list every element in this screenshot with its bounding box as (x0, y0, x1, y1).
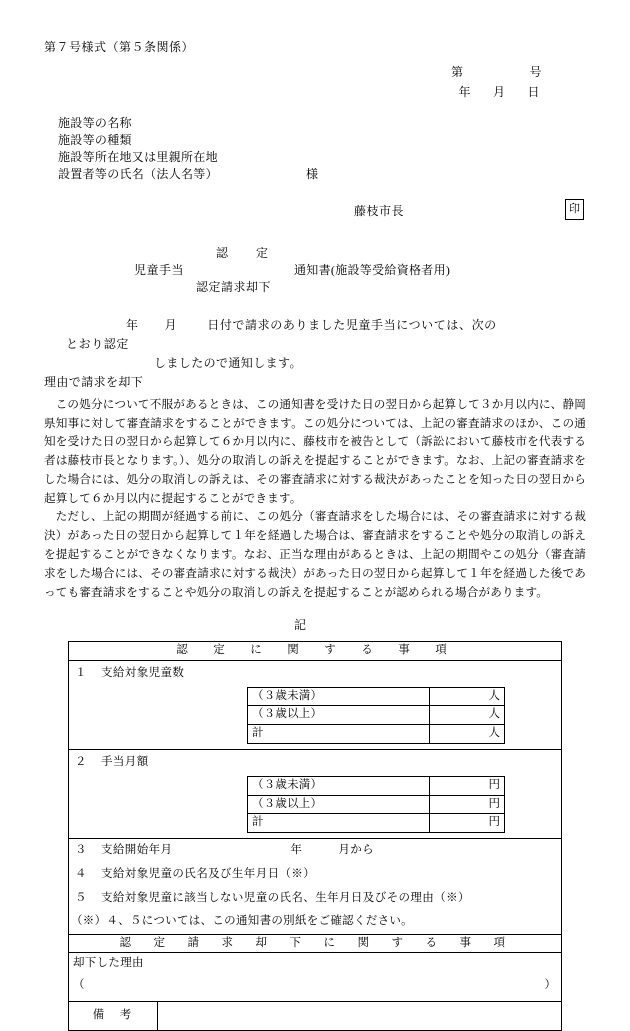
section-2-title (69, 750, 561, 774)
installer-name-line (58, 165, 586, 182)
facility-location-line (58, 148, 586, 165)
section-3-month: 月から (338, 844, 375, 857)
children-count-table (247, 687, 505, 744)
notice-year: 年 (126, 317, 139, 332)
facility-name-line (58, 114, 586, 131)
form-number: 第７号様式（第５条関係） (44, 40, 195, 54)
appeal-instructions (44, 396, 586, 603)
section-1-number: １ (75, 666, 87, 679)
table-row (248, 725, 505, 744)
kyakka-header-row (69, 934, 562, 953)
table-header-row (69, 641, 562, 660)
notice-month: 月 (164, 317, 178, 332)
table-row (248, 795, 505, 814)
kyakka-table-header: 認 定 請 求 却 下 に 関 す る 事 項 (69, 934, 562, 953)
bikou-cell-wrap (69, 1002, 562, 1031)
kyakka-reason-cell (69, 953, 562, 1002)
section-2-cell (69, 750, 562, 839)
title-jidou-teate: 児童手当 (134, 262, 185, 277)
section-1-cell (69, 660, 562, 749)
notice-line-3: しましたので通知します。 (154, 355, 302, 370)
document-date-row (44, 83, 586, 102)
honorific-label: 様 (306, 166, 319, 181)
issuer-row (44, 202, 586, 226)
section-5-label: 支給対象児童に該当しない児童の氏名、生年月日及びその理由（※） (101, 891, 470, 904)
facility-name-label: 施設等の名称 (58, 115, 132, 130)
kyakka-reason-row (69, 953, 562, 1002)
section-2-label: 手当月額 (101, 756, 149, 769)
bikou-label: 備 考 (69, 1002, 158, 1030)
children-row-label-0: （３歳未満） (248, 687, 430, 706)
section-2-number: ２ (75, 756, 87, 769)
appeal-paragraph-1: この処分について不服があるときは、この通知書を受けた日の翌日から起算して３か月以内に、静岡県知事に対して審査請求をすることができます。この処分については、上記の審査請求のほか、この通知を受けた日の翌日から起算して６か月以内に、藤枝市を被告として（訴訟において藤枝市を代表する者は藤枝市長となります。）、処分の取消しの訴えを提起することができます。なお、上記の審査請求をした場合には、処分の取消しの訴えは、その審査請求に対する裁決があったことを知った日の翌日から起算して６か月以内に提起することができます。 (44, 397, 586, 505)
amount-row-unit-1: 円 (429, 795, 504, 814)
section-3-title (69, 839, 561, 863)
kyakka-reason-label: 却下した理由 (73, 957, 144, 970)
section-3-label: 支給開始年月 (101, 844, 173, 857)
sections-3-5-row (69, 839, 562, 934)
amount-table (247, 776, 505, 833)
section-1-title (69, 661, 561, 685)
kyakka-reason-input-area[interactable] (69, 975, 561, 1001)
table-row (248, 814, 505, 833)
children-row-label-1: （３歳以上） (248, 706, 430, 725)
notice-line-2: とおり認定 (66, 336, 130, 351)
amount-row-unit-0: 円 (429, 776, 504, 795)
issuer-name: 藤枝市長 (354, 203, 405, 218)
bikou-table (69, 1002, 561, 1030)
amount-wrap (69, 774, 561, 838)
section-4-title (69, 863, 561, 887)
table-row (248, 687, 505, 706)
paren-close: ） (544, 979, 556, 992)
title-tsuchisho: 通知書(施設等受給資格者用) (294, 262, 451, 277)
children-row-label-2: 計 (248, 725, 430, 744)
children-count-wrap (69, 685, 561, 749)
seal-icon: 印 (565, 199, 584, 220)
facility-location-label: 施設等所在地又は里親所在地 (58, 149, 218, 164)
date-year: 年 (458, 85, 471, 100)
table-row (69, 1002, 561, 1030)
ki-marker: 記 (293, 618, 306, 633)
section-1-label: 支給対象児童数 (101, 666, 185, 679)
notice-sentence (44, 316, 586, 389)
section-2-row (69, 750, 562, 839)
section-3-year: 年 (290, 844, 303, 857)
facility-type-line (58, 131, 586, 148)
children-row-unit-1: 人 (429, 706, 504, 725)
children-row-unit-2: 人 (429, 725, 504, 744)
addressee-block (44, 114, 586, 182)
notice-line-1 (126, 316, 497, 335)
amount-row-label-1: （３歳以上） (248, 795, 430, 814)
document-number-row (44, 63, 586, 82)
section-3-number: ３ (75, 844, 87, 857)
section-4-label: 支給対象児童の氏名及び生年月日（※） (101, 868, 316, 881)
section-1-row (69, 660, 562, 749)
date-day: 日 (527, 85, 540, 100)
section-4-number: ４ (75, 868, 87, 881)
amount-row-label-0: （３歳未満） (248, 776, 430, 795)
document-number-label: 第 (450, 64, 464, 79)
date-month: 月 (492, 85, 506, 100)
amount-row-label-2: 計 (248, 814, 430, 833)
children-row-unit-0: 人 (429, 687, 504, 706)
facility-type-label: 施設等の種類 (58, 132, 132, 147)
nintei-table (68, 641, 562, 1031)
title-nintei: 認 定 (216, 245, 277, 260)
nintei-table-header: 認 定 に 関 す る 事 項 (69, 641, 562, 660)
notice-reason-line: 理由で請求を却下 (44, 374, 144, 389)
sections-3-5-cell (69, 839, 562, 934)
attachment-note: （※）４、５については、この通知書の別紙をご確認ください。 (71, 914, 413, 927)
installer-name-label: 設置者等の氏名（法人名等） (58, 166, 218, 181)
bikou-value[interactable] (158, 1002, 562, 1030)
section-5-title (69, 887, 561, 911)
title-kyakka: 認定請求却下 (196, 279, 272, 294)
paren-open: （ (73, 979, 85, 992)
document-number-suffix: 号 (529, 64, 542, 79)
section-5-number: ５ (75, 891, 87, 904)
amount-row-unit-2: 円 (429, 814, 504, 833)
document-title-block (44, 244, 586, 296)
appeal-paragraph-2: ただし、上記の期間が経過する前に、この処分（審査請求をした場合には、その審査請求に対する裁決）があった日の翌日から起算して１年を経過した場合は、審査請求をすることや処分の取消しの訴えを提起することができなくなります。なお、正当な理由があるときは、上記の期間やこの処分（審査請求をした場合には、その審査請求に対する裁決）があった日の翌日から起算して１年を経過した後であっても審査請求をすることや処分の取消しの訴えを提起することが認められる場合があります。 (44, 510, 586, 599)
bikou-row (69, 1002, 562, 1031)
table-row (248, 776, 505, 795)
table-row (248, 706, 505, 725)
notice-day-text: 日付で請求のありました児童手当については、次の (207, 317, 497, 332)
